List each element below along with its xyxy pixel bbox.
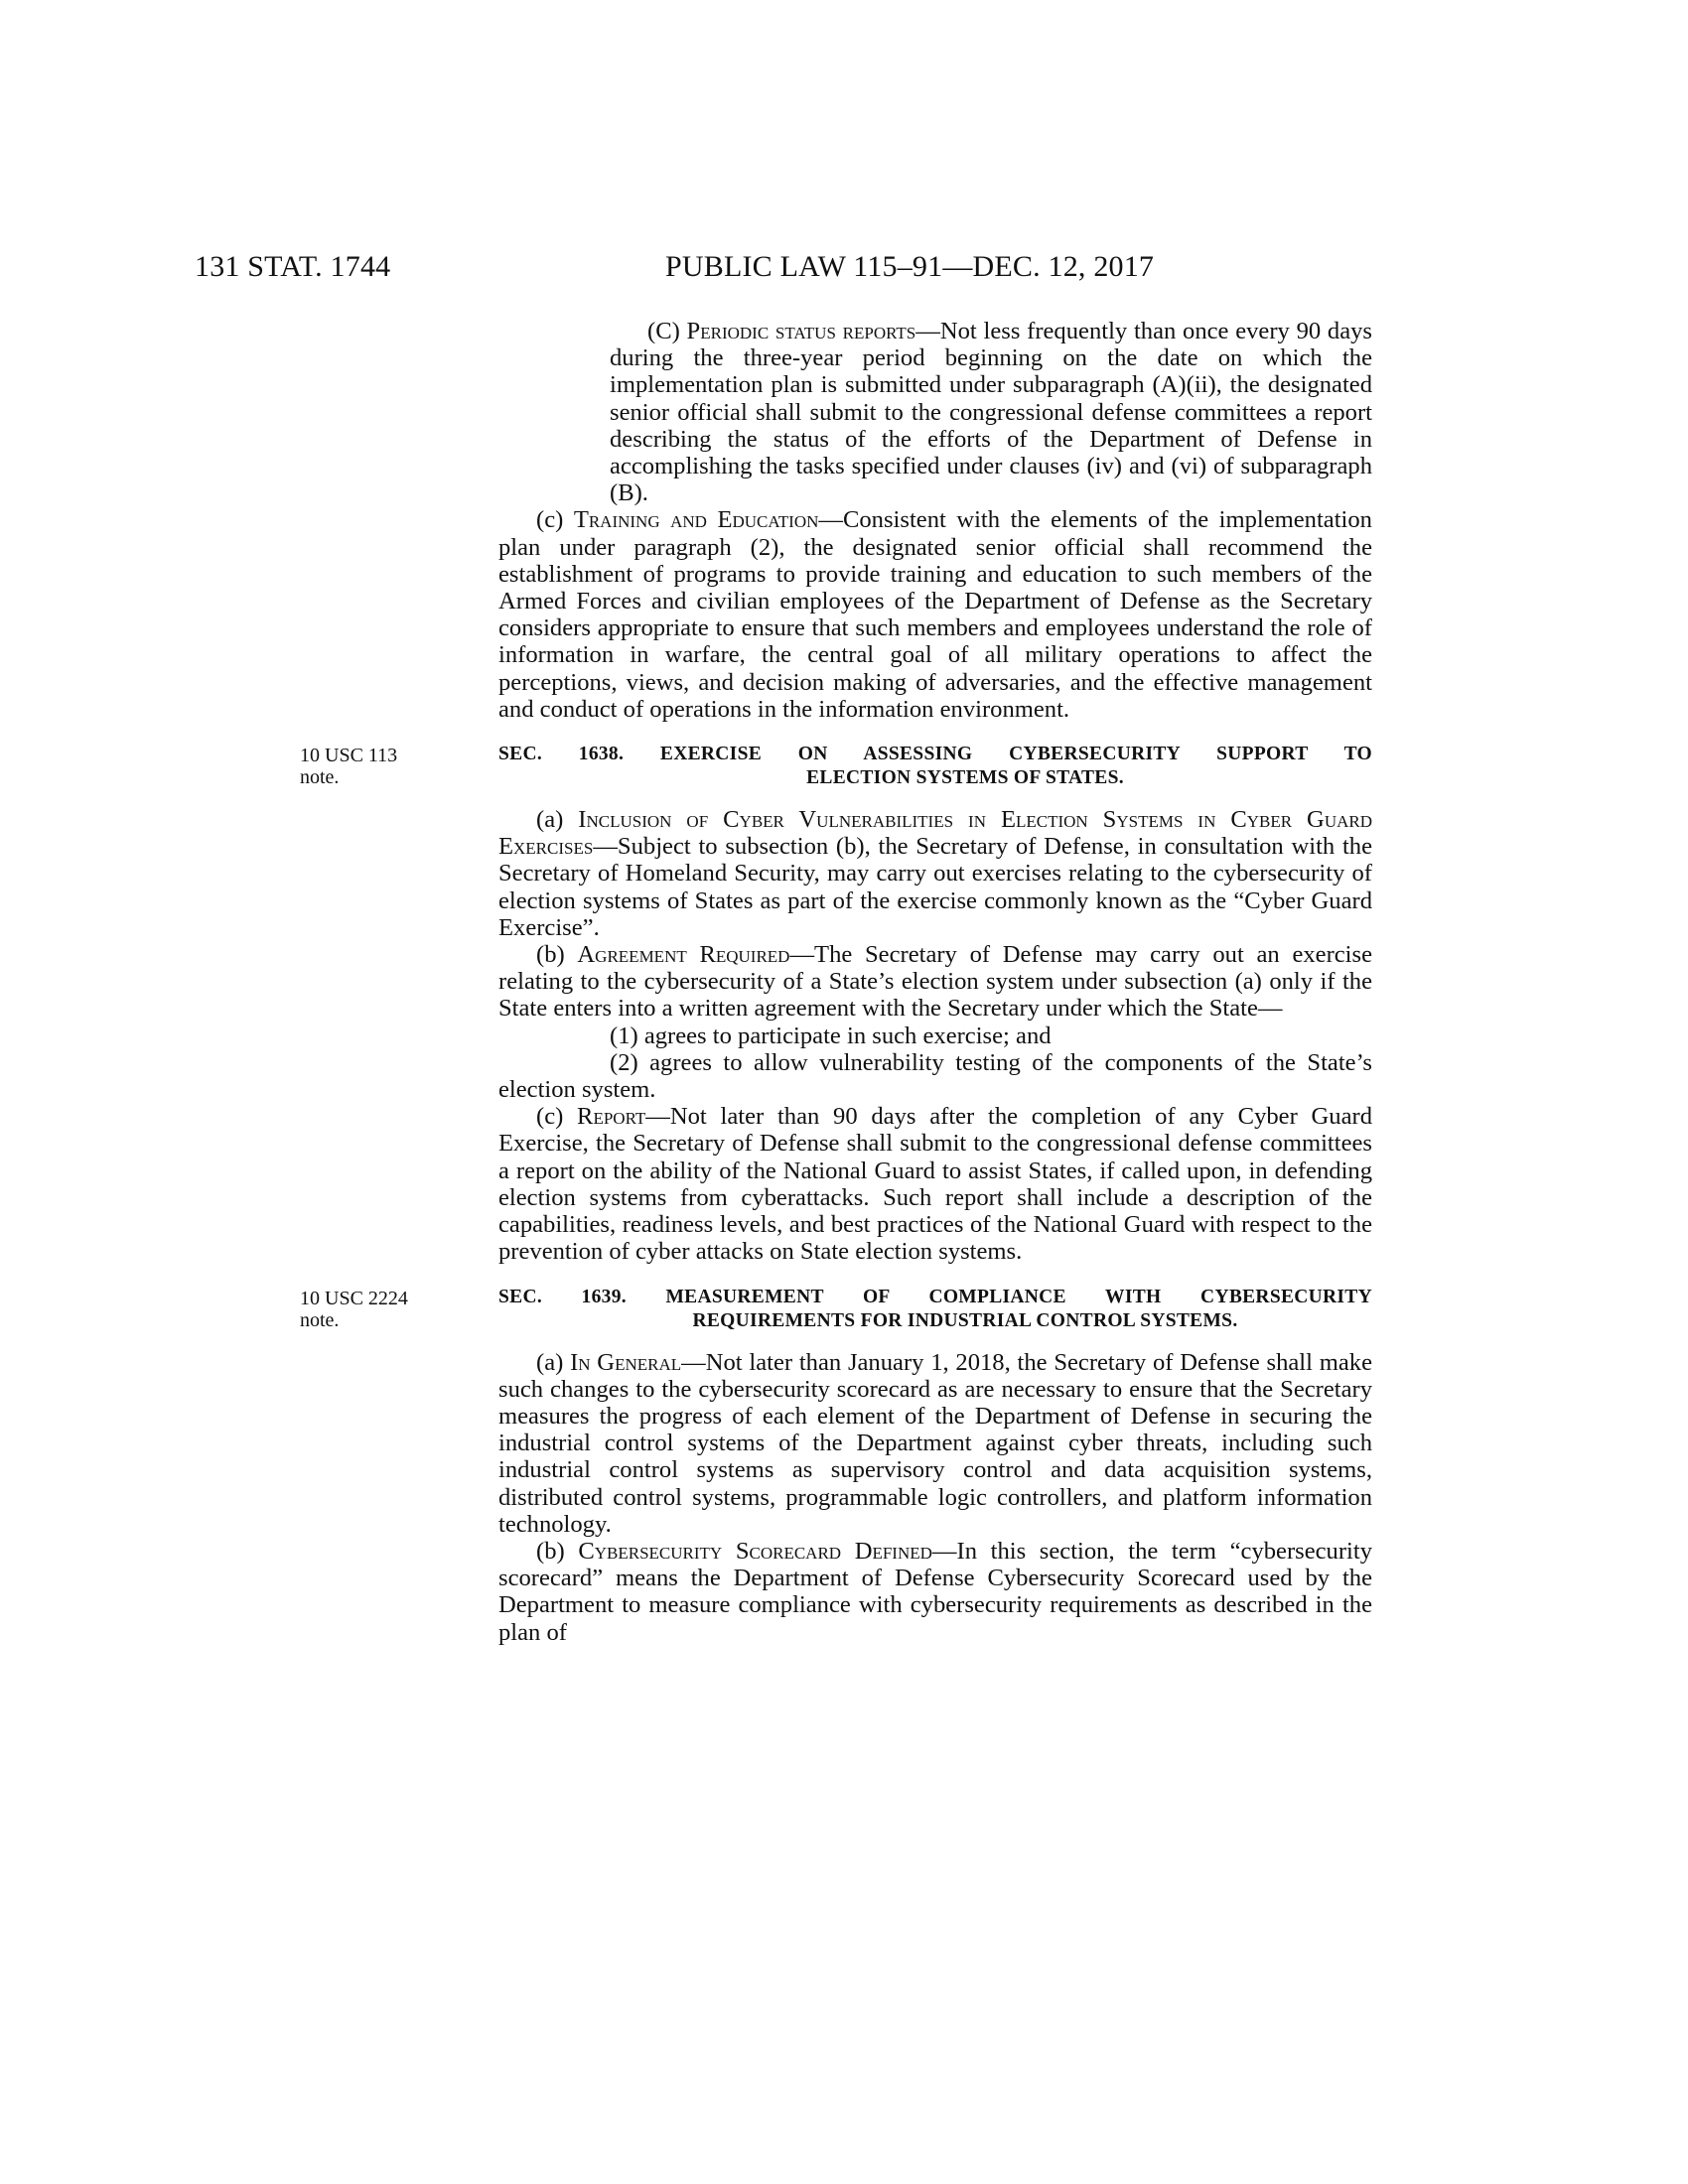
sec-1638-b-item-1: (1) agrees to participate in such exercise; and [610,1022,1052,1049]
para-c-periodic-status-reports: (C) Periodic status reports—Not less frequently than once every 90 days during the three-year period beginning on the date on which the implementation plan is submitted under subparagraph (A)(ii), the designated senior official shall submit to the congressional defense committees a report describing the status of the efforts of the Department of Defense in accomplishing the tasks specified under clauses (iv) and (vi) of subparagraph (B). [610,318,1372,507]
para-heading: Inclusion of Cyber Vulnerabilities in Election Systems in Cyber Guard Exercises [498,806,1372,861]
sec-1638-subsection-a: (a) Inclusion of Cyber Vulnerabilities in Election Systems in Cyber Guard Exercises—Subject to subsection (b), the Secretary of Defense, in consultation with the Secretary of Homeland Security, may carry out exercises relating to the cybersecurity of election systems of States as part of the exercise commonly known as the “Cyber Guard Exercise”. [498,806,1372,941]
document-body [300,318,1373,1646]
para-heading: Periodic status reports [686,318,916,344]
margin-note: 10 USC 2224 note. [300,1287,408,1331]
sec-1639-subsection-b: (b) Cybersecurity Scorecard Defined—In this section, the term “cybersecurity scorecard” means the Department of Defense Cybersecurity Scorecard used by the Department to measure compliance with cybersecurity requirements as described in the plan of [498,1537,1372,1646]
sec-1638-subsection-b: (b) Agreement Required—The Secretary of Defense may carry out an exercise relating to the cybersecurity of a State’s election system under subsection (a) only if the State enters into a written agreement with the Secretary under which the State— [498,941,1372,1023]
para-heading: Agreement Required [577,941,790,969]
public-law-header: PUBLIC LAW 115–91—DEC. 12, 2017 [665,250,1155,283]
sec-1638-b-item-2: (2) agrees to allow vulnerability testing of the components of the State’s election system. [498,1048,1372,1104]
section-1639-header [300,1286,1372,1333]
para-heading: In General [570,1348,682,1376]
stat-reference: 131 STAT. 1744 [195,250,391,283]
section-1638-header [300,743,1372,790]
para-heading: Training and Education [573,506,819,534]
margin-note: 10 USC 113 note. [300,745,398,789]
sec-1638-subsection-c: (c) Report—Not later than 90 days after the completion of any Cyber Guard Exercise, the Secretary of Defense shall submit to the congressional defense committees a report on the ability of the National Guard to assist States, if called upon, in defending election systems from cyberattacks. Such report shall include a description of the capabilities, readiness levels, and best practices of the National Guard with respect to the prevention of cyber attacks on State election systems. [498,1103,1372,1266]
para-heading: Report [577,1103,646,1131]
section-title: SEC. 1639. MEASUREMENT OF COMPLIANCE WITH CYBERSECURITY REQUIREMENTS FOR INDUSTRIAL CONTROL SYSTEMS. [498,1286,1372,1331]
section-title: SEC. 1638. EXERCISE ON ASSESSING CYBERSECURITY SUPPORT TO ELECTION SYSTEMS OF STATES. [498,744,1372,789]
sec-1639-subsection-a: (a) In General—Not later than January 1, 2018, the Secretary of Defense shall make such changes to the cybersecurity scorecard as are necessary to ensure that the Secretary measures the progress of each element of the Department of Defense in securing the industrial control systems of the Department against cyber threats, including such industrial control systems as supervisory control and data acquisition systems, distributed control systems, programmable logic controllers, and platform information technology. [498,1348,1373,1538]
para-c-training-and-education: (c) Training and Education—Consistent with the elements of the implementation plan under paragraph (2), the designated senior official shall recommend the establishment of programs to provide training and education to such members of the Armed Forces and civilian employees of the Department of Defense as the Secretary considers appropriate to ensure that such members and employees understand the role of information in warfare, the central goal of all military operations to affect the perceptions, views, and decision making of adversaries, and the effective management and conduct of operations in the information environment. [498,506,1372,723]
para-heading: Cybersecurity Scorecard Defined [578,1537,932,1565]
